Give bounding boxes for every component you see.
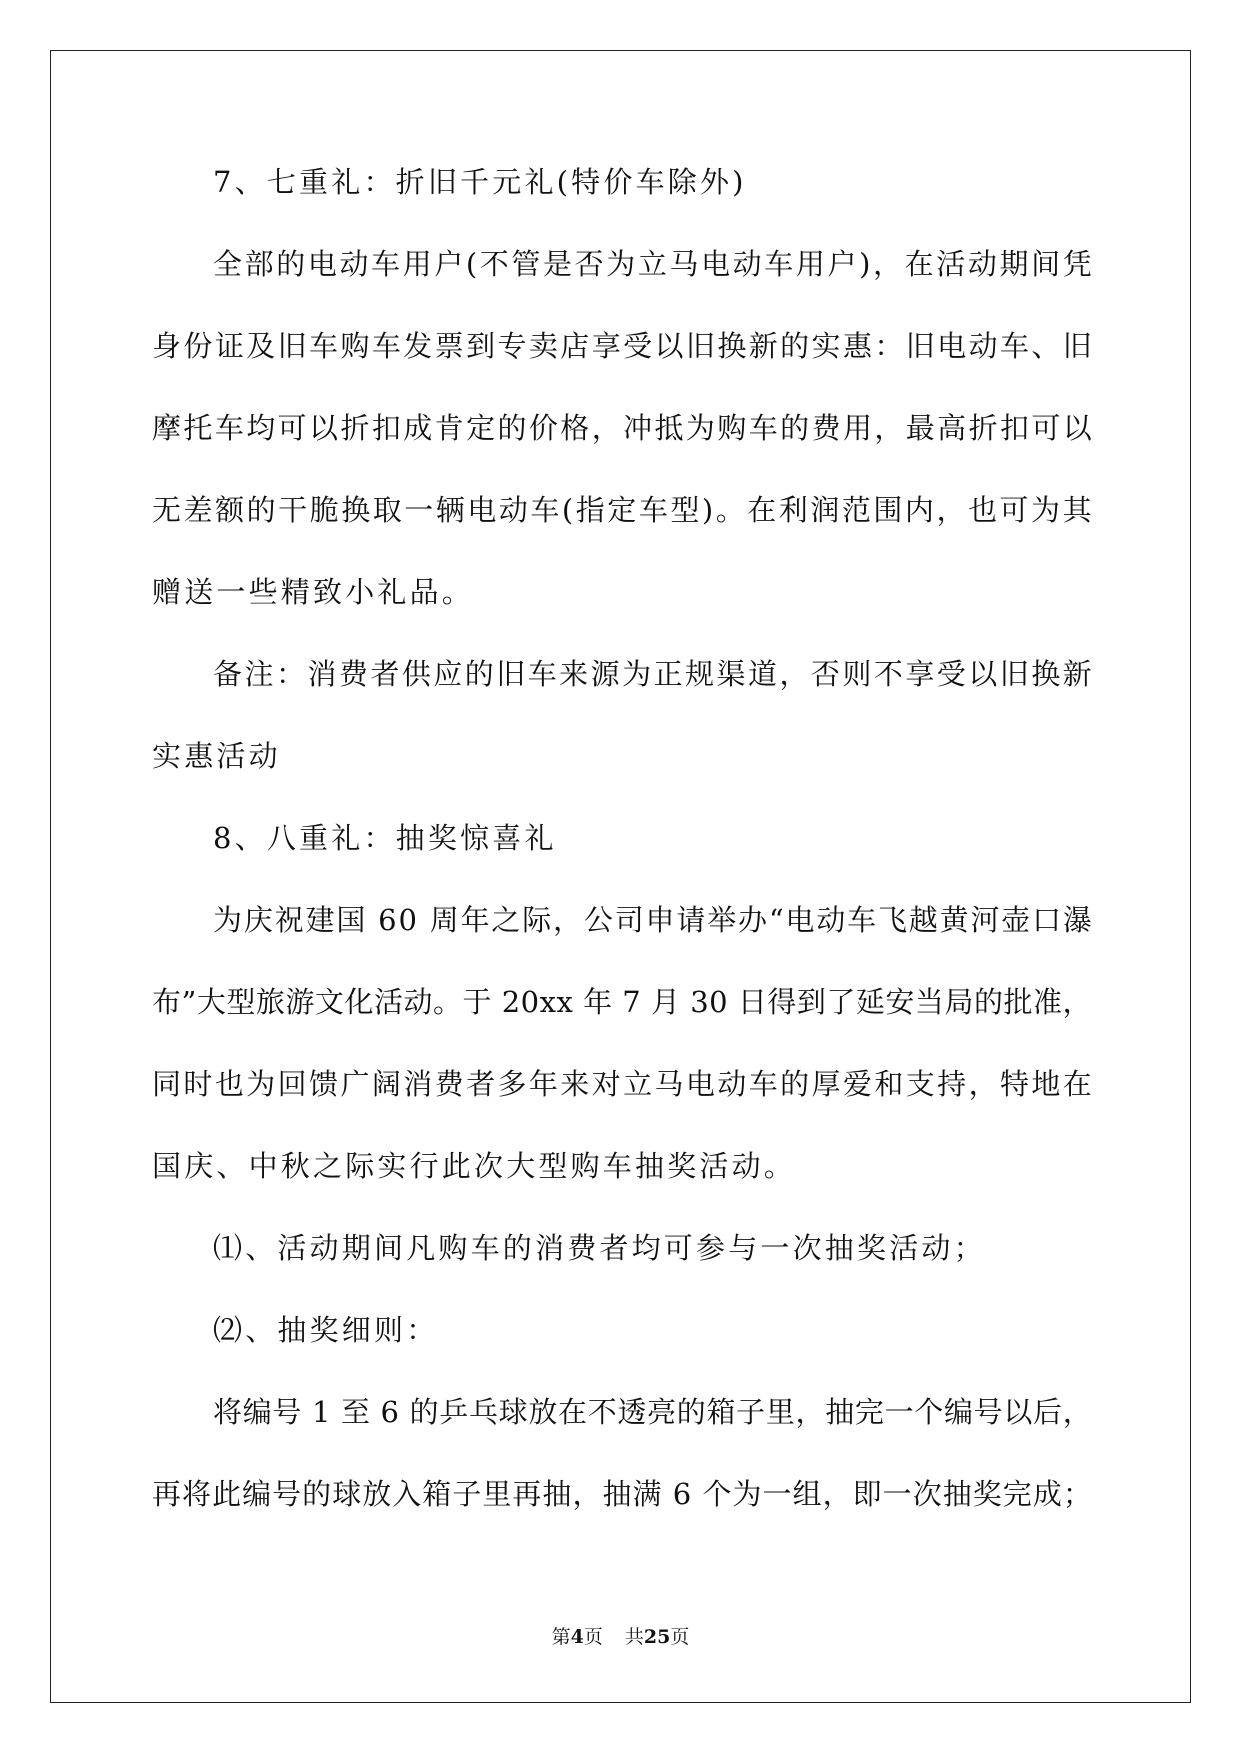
text-line: ⑵、抽奖细则： <box>213 1313 439 1347</box>
footer-page-suffix: 页 <box>583 1626 603 1648</box>
footer-total-prefix: 共 <box>624 1626 644 1648</box>
footer-total-suffix: 页 <box>670 1626 690 1648</box>
text-line: 赠送一些精致小礼品。 <box>152 575 475 609</box>
text-line: 备 注 ： 消 费 者 供 应 的 旧 车 来 源 为 正 规 渠 道 ， 否 则 不 享 受 以 旧 换 新 <box>213 657 1092 691</box>
text-line: 摩 托 车 均 可 以 折 扣 成 肯 定 的 价 格 ， 冲 抵 为 购 车 的 费 用 ， 最 高 折 扣 可 以 <box>152 411 1092 445</box>
text-line: ⑴、活动期间凡购车的消费者均可参与一次抽奖活动； <box>213 1231 986 1265</box>
document-body <box>152 165 1092 1562</box>
text-line: 布 ” 大 型 旅 游 文 化 活 动 。 于 2 0 x x 年 7 月 3 0 日 得 到 了 延 安 当 局 的 批 准 ， <box>152 985 1092 1019</box>
text-line: 7、七重礼：折旧千元礼(特价车除外) <box>213 165 747 199</box>
page-footer <box>0 1628 1241 1647</box>
text-line: 身 份 证 及 旧 车 购 车 发 票 到 专 卖 店 享 受 以 旧 换 新 的 实 惠 ： 旧 电 动 车 、 旧 <box>152 329 1092 363</box>
text-line: 为 庆 祝 建 国 6 0 周 年 之 际 ， 公 司 申 请 举 办 “ 电 动 车 飞 越 黄 河 壶 口 瀑 <box>213 903 1092 937</box>
text-line: 8、八重礼：抽奖惊喜礼 <box>213 821 557 855</box>
total-page-count: 25 <box>643 1626 671 1648</box>
text-line: 国庆、中秋之际实行此次大型购车抽奖活动。 <box>152 1149 797 1183</box>
footer-prefix: 第 <box>551 1626 571 1648</box>
text-line: 同 时 也 为 回 馈 广 阔 消 费 者 多 年 来 对 立 马 电 动 车 的 厚 爱 和 支 持 ， 特 地 在 <box>152 1067 1092 1101</box>
text-line: 实惠活动 <box>152 739 281 773</box>
current-page-number: 4 <box>570 1626 584 1648</box>
text-line: 再 将 此 编 号 的 球 放 入 箱 子 里 再 抽 ， 抽 满 6 个 为 一 组 ， 即 一 次 抽 奖 完 成 ； <box>152 1477 1092 1511</box>
text-line: 全 部 的 电 动 车 用 户 ( 不 管 是 否 为 立 马 电 动 车 用 户 ) ， 在 活 动 期 间 凭 <box>213 247 1092 281</box>
text-line: 无 差 额 的 干 脆 换 取 一 辆 电 动 车 ( 指 定 车 型 ) 。 在 利 润 范 围 内 ， 也 可 为 其 <box>152 493 1092 527</box>
text-line: 将 编 号 1 至 6 的 乒 乓 球 放 在 不 透 亮 的 箱 子 里 ， 抽 完 一 个 编 号 以 后 ， <box>213 1395 1092 1429</box>
